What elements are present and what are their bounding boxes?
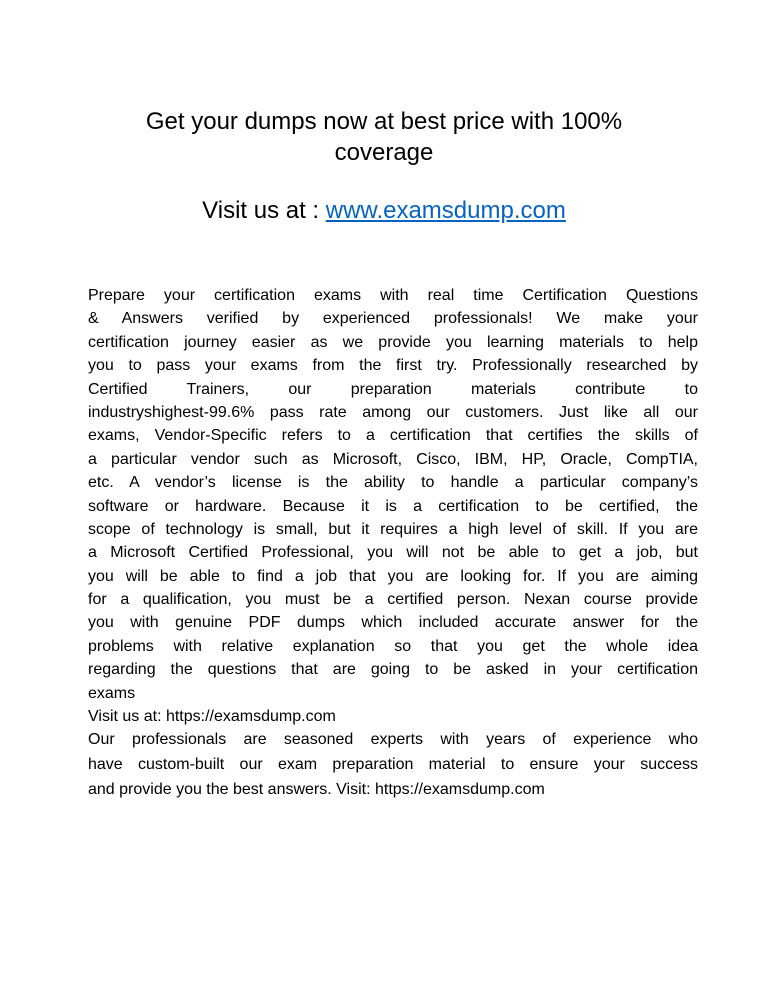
body-line: and provide you the best answers. Visit: https://examsdump.com	[88, 781, 545, 799]
body-line: regarding the questions that are going to be asked in your certification	[88, 661, 698, 679]
body-line: scope of technology is small, but it requires a high level of skill. If you are	[88, 520, 698, 538]
body-line: industryshighest-99.6% pass rate among our customers. Just like all our	[88, 403, 698, 421]
body-paragraph	[88, 284, 698, 803]
body-line: you with genuine PDF dumps which included accurate answer for the	[88, 614, 698, 632]
body-line: Prepare your certification exams with real time Certification Questions	[88, 287, 698, 304]
website-link[interactable]: www.examsdump.com	[325, 197, 566, 224]
body-line: Our professionals are seasoned experts with years of experience who	[88, 731, 698, 749]
body-line: a particular vendor such as Microsoft, Cisco, IBM, HP, Oracle, CompTIA,	[88, 450, 698, 468]
headline-line-2: coverage	[334, 139, 434, 166]
headline-line-1: Get your dumps now at best price with 100%	[145, 108, 623, 135]
visit-label: Visit us at :	[202, 197, 326, 224]
body-line: a Microsoft Certified Professional, you will not be able to get a job, but	[88, 544, 698, 562]
body-line: software or hardware. Because it is a certification to be certified, the	[88, 497, 698, 515]
body-line: & Answers verified by experienced professionals! We make your	[88, 310, 698, 328]
body-line: you will be able to find a job that you are looking for. If you are aiming	[88, 567, 698, 585]
body-line: Certified Trainers, our preparation materials contribute to	[88, 380, 698, 398]
body-line: exams, Vendor-Specific refers to a certification that certifies the skills of	[88, 427, 698, 445]
body-line: have custom-built our exam preparation material to ensure your success	[88, 755, 698, 773]
body-line: for a qualification, you must be a certified person. Nexan course provide	[88, 591, 698, 609]
visit-url-text: Visit us at: https://examsdump.com	[88, 708, 336, 726]
body-line: exams	[88, 684, 136, 702]
body-line: certification journey easier as we provide you learning materials to help	[88, 333, 698, 351]
visit-us-line	[0, 196, 768, 226]
body-line: you to pass your exams from the first try. Professionally researched by	[88, 357, 698, 375]
body-line: etc. A vendor’s license is the ability to handle a particular company’s	[88, 474, 698, 492]
body-line: problems with relative explanation so that you get the whole idea	[88, 637, 698, 655]
